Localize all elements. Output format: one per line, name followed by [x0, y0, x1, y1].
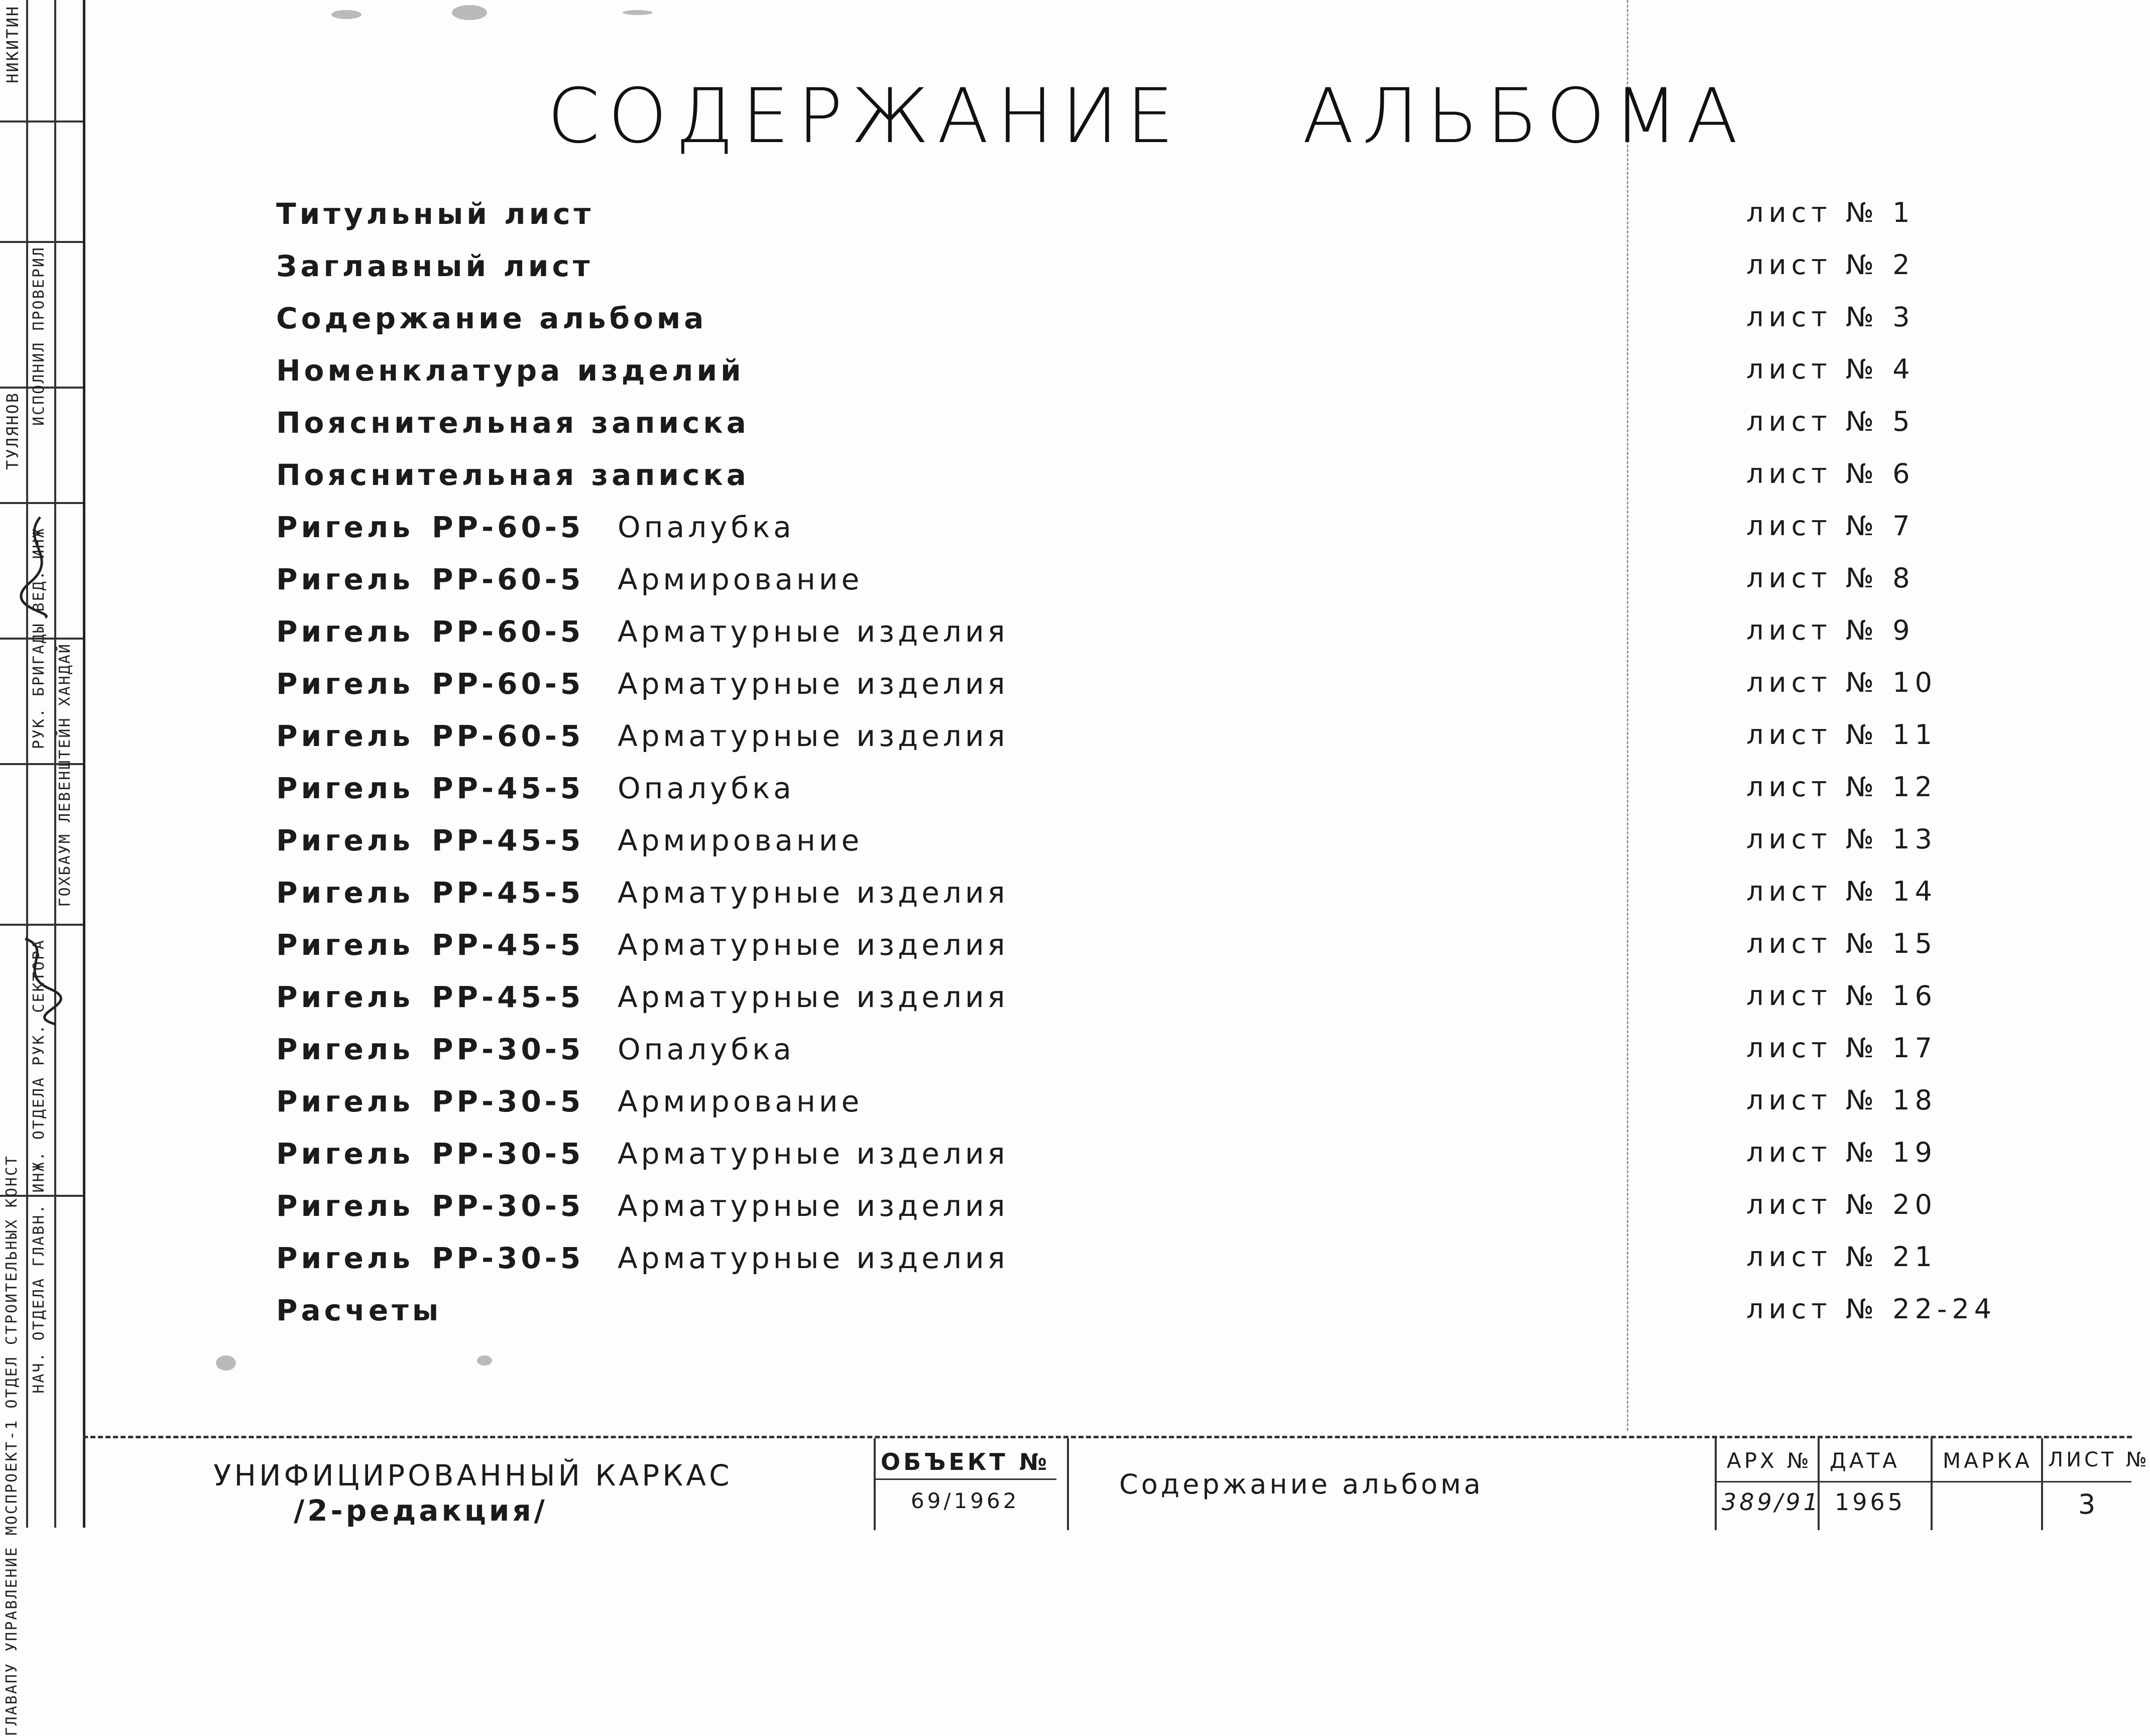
- date-value: 1965: [1835, 1489, 1906, 1516]
- side-stamp-strip: [0, 0, 85, 1736]
- toc-item-name: Ригель: [276, 823, 414, 857]
- toc-item-desc: Армирование: [618, 562, 863, 596]
- arch-value: 389/91: [1722, 1489, 1821, 1516]
- toc-item-sheet: лист № 11: [1746, 719, 1937, 751]
- toc-item-sheet: лист № 10: [1746, 667, 1937, 698]
- toc-item-code: РР-30-5: [432, 1241, 584, 1275]
- toc-item-name: Ригель: [276, 1032, 414, 1066]
- toc-item-name: Пояснительная записка: [276, 406, 750, 440]
- toc-item-name: Ригель: [276, 667, 414, 701]
- toc-item-sheet: лист № 12: [1746, 771, 1937, 803]
- signature-icon: [10, 929, 70, 1029]
- toc-item-desc: Арматурные изделия: [618, 1137, 1009, 1171]
- toc-row: [276, 197, 2104, 249]
- toc-item-name: Ригель: [276, 1241, 414, 1275]
- project-name: УНИФИЦИРОВАННЫЙ КАРКАС: [213, 1458, 733, 1493]
- sheet-no-label: ЛИСТ №: [2048, 1448, 2150, 1471]
- toc-item-name: Пояснительная записка: [276, 458, 750, 492]
- toc-item-code: РР-45-5: [432, 876, 584, 910]
- sheet-no-value: 3: [2078, 1489, 2099, 1520]
- arch-cell: [1715, 1438, 1821, 1530]
- toc-item-name: Ригель: [276, 980, 414, 1014]
- sheet-title-cell: [1067, 1438, 1757, 1530]
- toc-item-desc: Арматурные изделия: [618, 928, 1009, 962]
- toc-row: [276, 1189, 2104, 1241]
- toc-item-sheet: лист № 18: [1746, 1084, 1937, 1116]
- toc-row: [276, 928, 2104, 980]
- scan-speck: [216, 1355, 236, 1371]
- toc-item-sheet: лист № 5: [1746, 406, 1915, 437]
- toc-item-name: Ригель: [276, 614, 414, 649]
- toc-item-desc: Арматурные изделия: [618, 1189, 1009, 1223]
- toc-item-name: Ригель: [276, 1137, 414, 1171]
- toc-item-sheet: лист № 15: [1746, 928, 1937, 959]
- page-title: [547, 73, 1746, 160]
- toc-item-name: Титульный лист: [276, 197, 594, 231]
- toc-row: [276, 353, 2104, 406]
- toc-item-code: РР-60-5: [432, 510, 584, 544]
- mark-label: МАРКА: [1943, 1448, 2033, 1473]
- toc-item-code: РР-45-5: [432, 980, 584, 1014]
- stamp-label-brigade: РУК. БРИГАДЫ ВЕД. ИНЖ: [30, 527, 48, 750]
- toc-item-sheet: лист № 1: [1746, 197, 1915, 228]
- toc-row: [276, 614, 2104, 667]
- toc-row: [276, 771, 2104, 823]
- stamp-label-org: ГЛАВАПУ УПРАВЛЕНИЕ МОСПРОЕКТ-1 ОТДЕЛ СТРОИТЕЛЬНЫХ КОНСТ: [3, 1155, 21, 1736]
- toc-row: [276, 458, 2104, 510]
- toc-item-sheet: лист № 9: [1746, 614, 1915, 646]
- toc-row: [276, 406, 2104, 458]
- toc-item-sheet: лист № 4: [1746, 353, 1915, 385]
- toc-item-desc: Арматурные изделия: [618, 614, 1009, 649]
- mark-cell: [1931, 1438, 2043, 1530]
- title-block: [83, 1436, 2150, 1530]
- toc-item-code: РР-45-5: [432, 928, 584, 962]
- scan-speck: [477, 1355, 492, 1366]
- toc-item-sheet: лист № 2: [1746, 249, 1915, 281]
- toc-item-code: РР-60-5: [432, 562, 584, 596]
- toc-item-sheet: лист № 7: [1746, 510, 1915, 542]
- toc-item-desc: Опалубка: [618, 1032, 795, 1066]
- stamp-label-tulyanov: ТУЛЯНОВ: [3, 392, 22, 470]
- toc-item-code: РР-60-5: [432, 719, 584, 753]
- stamp-label-performed: ИСПОЛНИЛ ПРОВЕРИЛ: [30, 246, 48, 426]
- toc-item-code: РР-60-5: [432, 667, 584, 701]
- toc-item-code: РР-30-5: [432, 1084, 584, 1119]
- toc-item-sheet: лист № 19: [1746, 1137, 1937, 1168]
- signature-icon: [10, 512, 70, 623]
- toc-item-name: Заглавный лист: [276, 249, 593, 283]
- toc-item-code: РР-30-5: [432, 1137, 584, 1171]
- stamp-row-divider: [0, 120, 83, 122]
- toc-row: [276, 876, 2104, 928]
- stamp-label-nikitin: НИКИТИН: [3, 5, 22, 83]
- date-label: ДАТА: [1830, 1448, 1900, 1473]
- scan-speck: [331, 10, 362, 19]
- toc-item-code: РР-30-5: [432, 1189, 584, 1223]
- toc-row: [276, 249, 2104, 301]
- toc-row: [276, 667, 2104, 719]
- toc-item-sheet: лист № 16: [1746, 980, 1937, 1012]
- toc-item-name: Ригель: [276, 719, 414, 753]
- toc-item-desc: Опалубка: [618, 510, 795, 544]
- toc-item-code: РР-30-5: [432, 1032, 584, 1066]
- title-word-1: СОДЕРЖАНИЕ: [547, 73, 1182, 160]
- toc-item-desc: Арматурные изделия: [618, 980, 1009, 1014]
- arch-label: АРХ №: [1727, 1448, 1812, 1473]
- stamp-row-divider: [0, 241, 83, 243]
- toc-row: [276, 980, 2104, 1032]
- toc-item-sheet: лист № 14: [1746, 876, 1937, 907]
- toc-item-name: Ригель: [276, 876, 414, 910]
- toc-item-desc: Армирование: [618, 1084, 863, 1119]
- toc-item-desc: Арматурные изделия: [618, 1241, 1009, 1275]
- toc-item-desc: Арматурные изделия: [618, 667, 1009, 701]
- scan-speck: [623, 10, 653, 15]
- toc-item-sheet: лист № 6: [1746, 458, 1915, 489]
- stamp-row-divider: [0, 924, 83, 926]
- date-cell: [1818, 1438, 1930, 1530]
- toc-item-name: Ригель: [276, 1084, 414, 1119]
- title-word-2: АЛЬБОМА: [1302, 73, 1746, 160]
- toc-row: [276, 1241, 2104, 1293]
- toc-item-desc: Арматурные изделия: [618, 719, 1009, 753]
- toc-item-name: Ригель: [276, 771, 414, 805]
- sheet-no-cell: [2041, 1438, 2150, 1530]
- toc-item-code: РР-60-5: [432, 614, 584, 649]
- toc-item-name: Ригель: [276, 562, 414, 596]
- object-label: ОБЪЕКТ №: [881, 1448, 1050, 1475]
- stamp-label-positions: НАЧ. ОТДЕЛА ГЛАВН. ИНЖ. ОТДЕЛА РУК. СЕКТОРА: [30, 939, 48, 1394]
- toc-row: [276, 1293, 2104, 1345]
- stamp-label-names: ГОХБАУМ ЛЕВЕНШТЕЙН ХАНДАЙ: [56, 643, 74, 907]
- toc-item-sheet: лист № 17: [1746, 1032, 1937, 1064]
- toc-item-name: Содержание альбома: [276, 301, 707, 335]
- toc-row: [276, 719, 2104, 771]
- toc-item-sheet: лист № 22-24: [1746, 1293, 1997, 1325]
- toc-item-desc: Армирование: [618, 823, 863, 857]
- scan-speck: [452, 5, 487, 20]
- toc-row: [276, 1137, 2104, 1189]
- toc-row: [276, 1032, 2104, 1084]
- toc-item-name: Расчеты: [276, 1293, 442, 1327]
- toc-row: [276, 562, 2104, 614]
- project-edition: /2-редакция/: [294, 1494, 548, 1528]
- title-block-divider: [1715, 1481, 2131, 1482]
- toc-item-name: Ригель: [276, 510, 414, 544]
- object-value: 69/1962: [911, 1489, 1020, 1513]
- toc-row: [276, 510, 2104, 562]
- toc-item-sheet: лист № 8: [1746, 562, 1915, 594]
- toc-row: [276, 1084, 2104, 1137]
- toc-item-sheet: лист № 13: [1746, 823, 1937, 855]
- toc-item-sheet: лист № 3: [1746, 301, 1915, 333]
- toc-item-name: Ригель: [276, 928, 414, 962]
- toc-item-name: Номенклатура изделий: [276, 353, 745, 388]
- toc-item-sheet: лист № 20: [1746, 1189, 1937, 1220]
- stamp-row-divider: [0, 502, 83, 504]
- toc-item-name: Ригель: [276, 1189, 414, 1223]
- toc-item-sheet: лист № 21: [1746, 1241, 1937, 1273]
- toc-item-desc: Опалубка: [618, 771, 795, 805]
- object-cell: [874, 1438, 1066, 1530]
- toc-item-code: РР-45-5: [432, 771, 584, 805]
- toc-row: [276, 301, 2104, 353]
- toc-row: [276, 823, 2104, 876]
- toc-item-desc: Арматурные изделия: [618, 876, 1009, 910]
- toc-item-code: РР-45-5: [432, 823, 584, 857]
- sheet-title: Содержание альбома: [1119, 1468, 1484, 1500]
